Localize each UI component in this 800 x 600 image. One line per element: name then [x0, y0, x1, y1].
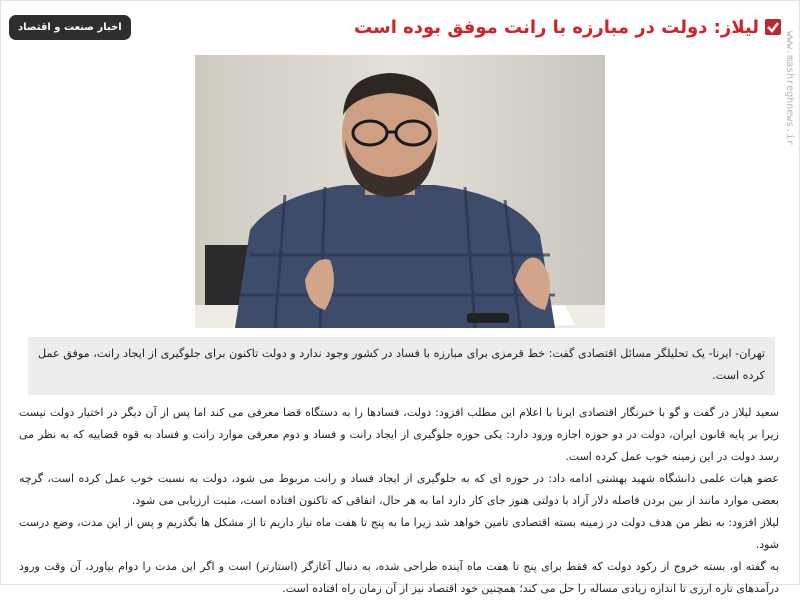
check-square-icon — [765, 19, 781, 35]
paragraph: به گفته او، بسته خروج از رکود دولت که فقط برای پنج تا هفت ماه آینده طراحی شده، به دنبال آغازگر (استارتر) است و اگر این مدت را دوام بیاورد، آن وقت ورود درآمدهای تازه ارزی تا اندازه زیادی مساله را حل می کند؛ همچنین خود اقتصاد نیز از آن زمان راه افتاده است. — [19, 560, 779, 595]
article-photo — [195, 55, 605, 328]
article-title[interactable]: لیلاز: دولت در مبارزه با رانت موفق بوده است — [353, 16, 759, 38]
article-body — [19, 402, 779, 600]
portrait-illustration — [195, 55, 605, 328]
title-row — [354, 17, 781, 38]
category-badge[interactable]: اخبار صنعت و اقتصاد — [9, 15, 131, 40]
paragraph: عضو هیات علمی دانشگاه شهید بهشتی ادامه داد: در حوزه ای که به جلوگیری از ایجاد فساد و رانت مربوط می شود، دولت به نسبت خوب عمل کرده است، گرچه بعضی موارد مانند از بین بردن فاصله دلار آزاد با دولتی هنوز جای کار دارد اما به هر حال، اتفاقی که تاکنون افتاده است، مثبت ارزیابی می شود. — [19, 472, 779, 507]
paragraph: سعید لیلاز در گفت و گو با خبرنگار اقتصادی ایرنا با اعلام این مطلب افزود: دولت، فسادها را به دستگاه قضا معرفی می کند اما پس از آن دیگر در اختیار دولت نیست زیرا بر پایه قانون ایران، دولت در دو حوزه اجازه ورود دارد: یکی حوزه جلوگیری از ایجاد رانت و فساد و دوم معرفی موارد رانت و فساد به قوه قضاییه که به نظر می رسد دولت در این زمینه خوب عمل کرده است. — [19, 406, 779, 463]
article-lead: تهران- ایرنا- یک تحلیلگر مسائل اقتصادی گفت: خط قرمزی برای مبارزه با فساد در کشور وجود ندارد و دولت تاکنون برای جلوگیری از ایجاد رانت، موفق عمل کرده است. — [28, 337, 775, 395]
site-watermark: www.mashreghnews.ir — [784, 31, 795, 146]
paragraph: لیلاز افزود: به نظر من هدف دولت در زمینه بسته اقتصادی تامین خواهد شد زیرا ما به پنج تا هفت ماه نیاز داریم تا از مشکل ها بگذریم و پس از این مدت، وضع درست شود. — [19, 516, 779, 551]
article-header — [9, 9, 781, 45]
